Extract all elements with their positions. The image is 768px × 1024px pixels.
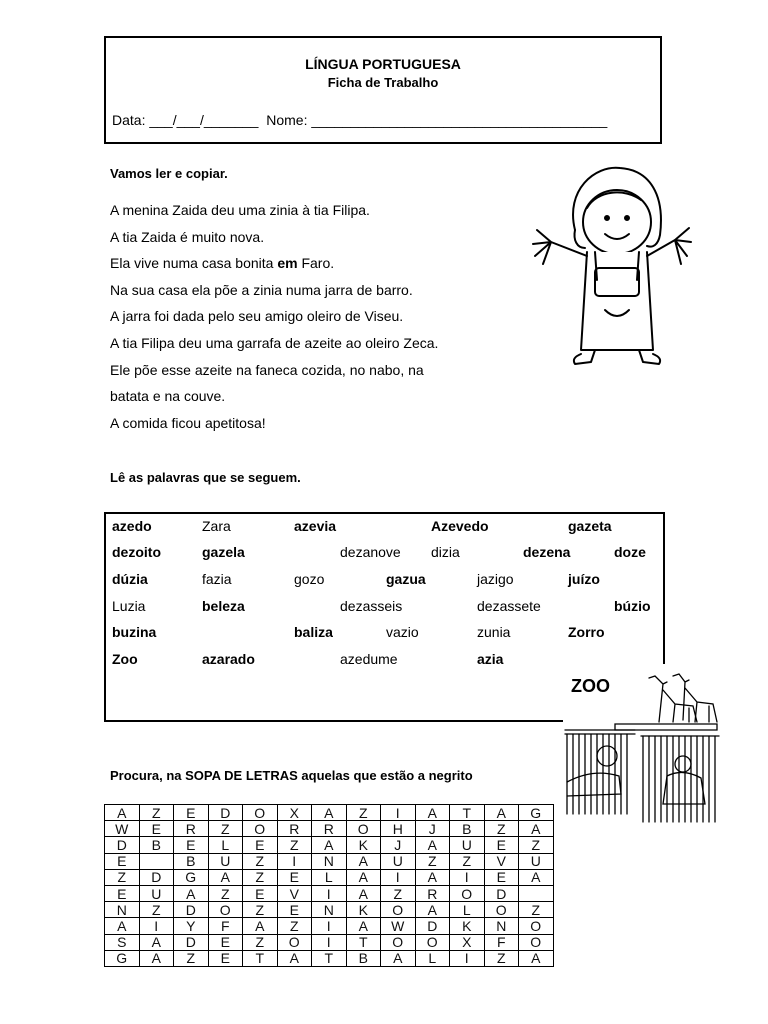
grid-cell[interactable]: J (381, 837, 416, 853)
grid-cell[interactable]: V (277, 885, 312, 901)
grid-cell[interactable]: F (208, 918, 243, 934)
name-field[interactable]: Nome: ______________________________________ (266, 112, 608, 128)
grid-row (105, 934, 554, 950)
grid-cell[interactable]: A (346, 853, 381, 869)
grid-cell[interactable]: L (450, 902, 485, 918)
word: azarado (202, 651, 255, 667)
reading-line: Ele põe esse azeite na faneca cozida, no nabo, na (110, 361, 424, 378)
zoo-illustration (563, 664, 723, 824)
grid-cell[interactable]: E (277, 869, 312, 885)
grid-cell[interactable]: Z (415, 853, 450, 869)
reading-line: A comida ficou apetitosa! (110, 414, 266, 431)
grid-cell[interactable]: I (139, 918, 174, 934)
grid-cell[interactable]: I (312, 918, 347, 934)
grid-cell[interactable]: O (277, 934, 312, 950)
grid-row (105, 853, 554, 869)
word: azevia (294, 518, 337, 534)
word: gazela (202, 544, 245, 560)
words-heading: Lê as palavras que se seguem. (110, 470, 301, 485)
grid-cell[interactable]: Z (174, 950, 209, 966)
grid-cell[interactable]: E (208, 950, 243, 966)
grid-cell[interactable]: G (519, 805, 554, 821)
reading-line: A menina Zaida deu uma zinia à tia Filipa. (110, 202, 370, 218)
word-search-grid (104, 804, 554, 967)
word: baliza (294, 624, 333, 640)
grid-cell[interactable]: Z (105, 869, 140, 885)
reading-text (110, 200, 490, 439)
grid-cell[interactable]: E (139, 821, 174, 837)
header-fields (112, 112, 611, 128)
grid-cell[interactable]: Z (208, 821, 243, 837)
grid-row (105, 918, 554, 934)
grid-cell[interactable]: I (450, 869, 485, 885)
word: zunia (477, 624, 511, 640)
grid-cell[interactable]: O (243, 805, 278, 821)
grid-cell[interactable]: H (381, 821, 416, 837)
grid-cell[interactable]: E (105, 853, 140, 869)
grid-cell[interactable]: E (174, 805, 209, 821)
grid-cell[interactable]: A (415, 869, 450, 885)
grid-cell[interactable]: E (277, 902, 312, 918)
grid-cell[interactable]: K (450, 918, 485, 934)
grid-row (105, 805, 554, 821)
grid-cell[interactable]: G (174, 869, 209, 885)
reading-line: batata e na couve. (110, 388, 226, 405)
grid-cell[interactable]: L (312, 869, 347, 885)
grid-cell[interactable]: K (346, 837, 381, 853)
grid-cell[interactable]: Z (484, 821, 519, 837)
grid-cell[interactable]: A (139, 950, 174, 966)
grid-cell[interactable]: A (346, 918, 381, 934)
word: Zoo (112, 651, 138, 667)
grid-cell[interactable]: T (346, 934, 381, 950)
grid-cell[interactable]: A (105, 918, 140, 934)
grid-cell[interactable]: T (312, 950, 347, 966)
word: Zara (202, 518, 231, 534)
word-search-heading: Procura, na SOPA DE LETRAS aquelas que estão a negrito (110, 768, 473, 783)
grid-row (105, 885, 554, 901)
grid-cell[interactable]: Z (484, 950, 519, 966)
grid-cell[interactable]: K (346, 902, 381, 918)
reading-line: A jarra foi dada pelo seu amigo oleiro de Viseu. (110, 308, 404, 325)
grid-cell[interactable]: E (174, 837, 209, 853)
grid-cell[interactable]: E (484, 869, 519, 885)
grid-cell[interactable]: E (105, 885, 140, 901)
grid-cell[interactable]: X (277, 805, 312, 821)
grid-cell[interactable]: A (415, 837, 450, 853)
grid-cell[interactable]: N (484, 918, 519, 934)
grid-cell[interactable]: O (519, 918, 554, 934)
reading-line: Na sua casa ela põe a zinia numa jarra de barro. (110, 281, 413, 298)
grid-cell[interactable]: A (519, 869, 554, 885)
grid-cell[interactable]: O (415, 934, 450, 950)
grid-cell[interactable]: Z (243, 869, 278, 885)
grid-cell[interactable]: A (312, 837, 347, 853)
grid-cell[interactable]: A (381, 950, 416, 966)
word: beleza (202, 598, 245, 614)
grid-cell[interactable]: L (415, 950, 450, 966)
grid-cell[interactable]: I (312, 934, 347, 950)
word: gazeta (568, 518, 612, 534)
grid-cell[interactable]: U (450, 837, 485, 853)
grid-cell[interactable]: I (381, 805, 416, 821)
page-title: LÍNGUA PORTUGUESA (305, 56, 461, 72)
girl-illustration (525, 160, 695, 370)
grid-cell[interactable]: F (484, 934, 519, 950)
grid-cell[interactable]: N (312, 902, 347, 918)
grid-cell[interactable]: N (312, 853, 347, 869)
word: vazio (386, 624, 419, 640)
grid-cell[interactable]: Z (139, 805, 174, 821)
reading-line: A tia Filipa deu uma garrafa de azeite ao oleiro Zeca. (110, 334, 439, 351)
grid-row (105, 869, 554, 885)
grid-cell[interactable] (519, 885, 554, 901)
word: dizia (431, 544, 460, 560)
word: buzina (112, 624, 157, 640)
grid-cell[interactable]: W (381, 918, 416, 934)
grid-cell[interactable]: R (174, 821, 209, 837)
grid-cell[interactable]: A (415, 902, 450, 918)
grid-cell[interactable]: T (243, 950, 278, 966)
word: fazia (202, 571, 232, 587)
grid-cell[interactable]: D (105, 837, 140, 853)
grid-cell[interactable]: T (450, 805, 485, 821)
grid-cell[interactable]: A (105, 805, 140, 821)
grid-cell[interactable]: A (174, 885, 209, 901)
grid-cell[interactable]: R (277, 821, 312, 837)
word: juízo (568, 571, 600, 587)
zoo-label: ZOO (571, 676, 610, 696)
grid-cell[interactable]: D (174, 902, 209, 918)
grid-cell[interactable]: A (519, 950, 554, 966)
page-subtitle: Ficha de Trabalho (327, 75, 439, 90)
grid-cell[interactable]: X (450, 934, 485, 950)
reading-line-part: Faro. (297, 255, 335, 272)
grid-cell[interactable]: D (139, 869, 174, 885)
grid-cell[interactable]: Z (243, 902, 278, 918)
grid-cell[interactable]: A (346, 869, 381, 885)
grid-cell[interactable]: R (415, 885, 450, 901)
grid-cell[interactable]: A (346, 885, 381, 901)
grid-cell[interactable]: N (105, 902, 140, 918)
reading-line (110, 253, 490, 280)
grid-cell[interactable]: I (277, 853, 312, 869)
grid-cell[interactable]: O (519, 934, 554, 950)
grid-row (105, 950, 554, 966)
grid-cell[interactable]: Z (277, 837, 312, 853)
grid-cell[interactable]: O (243, 821, 278, 837)
grid-row (105, 821, 554, 837)
word: jazigo (477, 571, 514, 587)
reading-line-part: Ela vive numa casa bonita (110, 255, 278, 272)
grid-cell[interactable]: R (312, 821, 347, 837)
word: azia (477, 651, 504, 667)
grid-cell[interactable]: A (312, 805, 347, 821)
grid-cell[interactable]: S (105, 934, 140, 950)
grid-cell[interactable]: B (139, 837, 174, 853)
grid-cell[interactable]: U (139, 885, 174, 901)
grid-cell[interactable]: Z (450, 853, 485, 869)
grid-cell[interactable]: O (450, 885, 485, 901)
grid-cell[interactable]: E (243, 885, 278, 901)
grid-cell[interactable]: D (484, 885, 519, 901)
grid-cell[interactable]: E (208, 934, 243, 950)
grid-cell[interactable]: L (208, 837, 243, 853)
word: gazua (386, 571, 426, 587)
grid-cell[interactable]: A (208, 869, 243, 885)
grid-cell[interactable]: Z (139, 902, 174, 918)
word: dezasseis (340, 598, 403, 614)
grid-cell[interactable]: A (277, 950, 312, 966)
word: dezena (523, 544, 571, 560)
reading-heading: Vamos ler e copiar. (110, 166, 228, 181)
grid-cell[interactable]: B (450, 821, 485, 837)
word: azedo (112, 518, 152, 534)
grid-cell[interactable]: D (415, 918, 450, 934)
grid-cell[interactable]: O (484, 902, 519, 918)
bold-word-em: em (277, 255, 298, 272)
date-field[interactable]: Data: ___/___/_______ (112, 112, 259, 128)
grid-cell[interactable]: I (381, 869, 416, 885)
grid-cell[interactable]: O (346, 821, 381, 837)
grid-cell[interactable]: B (346, 950, 381, 966)
grid-cell[interactable]: O (381, 902, 416, 918)
word: dezanove (340, 544, 401, 560)
grid-cell[interactable]: D (208, 805, 243, 821)
grid-cell[interactable]: Z (208, 885, 243, 901)
word: Azevedo (431, 518, 489, 534)
grid-cell[interactable]: D (174, 934, 209, 950)
grid-cell[interactable]: U (208, 853, 243, 869)
word: dúzia (112, 571, 148, 587)
grid-cell[interactable]: O (208, 902, 243, 918)
grid-cell[interactable]: Z (277, 918, 312, 934)
grid-row (105, 902, 554, 918)
word: Zorro (568, 624, 605, 640)
word: Luzia (112, 598, 146, 614)
zoo-drawing (563, 664, 723, 824)
grid-cell[interactable]: A (415, 805, 450, 821)
word: gozo (294, 571, 325, 587)
grid-cell[interactable]: U (519, 853, 554, 869)
word: doze (614, 544, 646, 560)
word: azedume (340, 651, 398, 667)
grid-cell[interactable]: E (484, 837, 519, 853)
grid-cell[interactable]: Z (519, 902, 554, 918)
reading-line: A tia Zaida é muito nova. (110, 228, 265, 245)
grid-cell[interactable]: Z (243, 853, 278, 869)
grid-cell[interactable]: I (450, 950, 485, 966)
grid-cell[interactable]: B (174, 853, 209, 869)
grid-cell[interactable]: Y (174, 918, 209, 934)
grid-row (105, 837, 554, 853)
grid-cell[interactable]: G (105, 950, 140, 966)
word: dezoito (112, 544, 161, 560)
grid-cell[interactable]: A (484, 805, 519, 821)
grid-cell[interactable]: V (484, 853, 519, 869)
grid-cell[interactable]: Z (346, 805, 381, 821)
grid-cell[interactable]: I (312, 885, 347, 901)
grid-cell[interactable]: O (381, 934, 416, 950)
grid-cell[interactable]: E (243, 837, 278, 853)
grid-cell[interactable]: W (105, 821, 140, 837)
grid-cell[interactable]: A (139, 934, 174, 950)
grid-cell[interactable]: U (381, 853, 416, 869)
grid-cell[interactable] (139, 853, 174, 869)
grid-cell[interactable]: Z (381, 885, 416, 901)
word: búzio (614, 598, 651, 614)
grid-cell[interactable]: J (415, 821, 450, 837)
word: dezassete (477, 598, 541, 614)
grid-cell[interactable]: A (519, 821, 554, 837)
grid-cell[interactable]: A (243, 918, 278, 934)
grid-cell[interactable]: Z (243, 934, 278, 950)
header-box (104, 36, 662, 144)
grid-cell[interactable]: Z (519, 837, 554, 853)
